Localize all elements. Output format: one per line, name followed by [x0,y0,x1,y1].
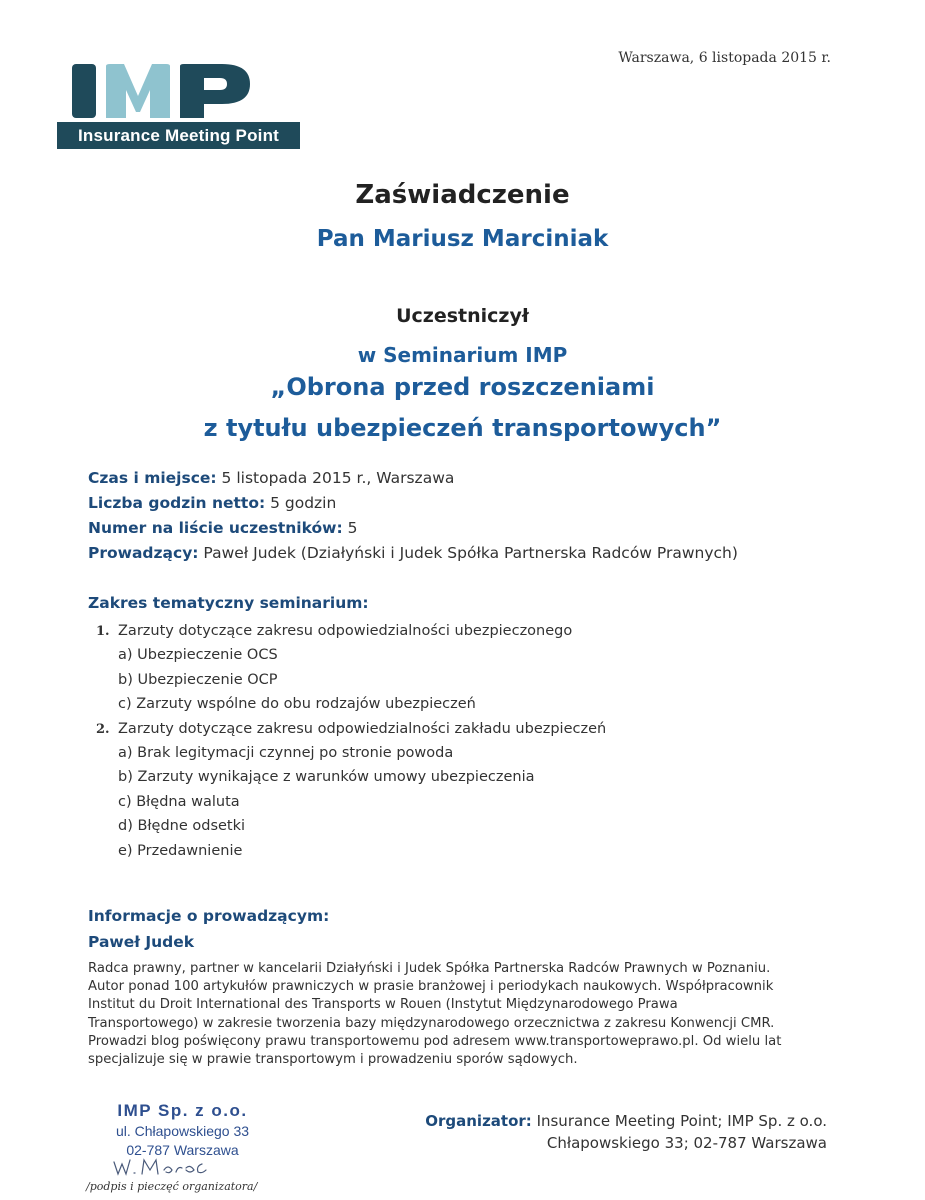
subtopic-item: b) Ubezpieczenie OCP [118,671,278,688]
imp-logo-letters [72,62,297,120]
topic-number: 1. [96,624,110,639]
topic-item [96,619,606,643]
detail-value: Paweł Judek (Działyński i Judek Spółka Partnerska Radców Prawnych) [198,544,738,562]
instructor-heading: Informacje o prowadzącym: [88,907,330,925]
topics-heading: Zakres tematyczny seminarium: [88,594,369,612]
subtopic-item: e) Przedawnienie [118,842,243,859]
organizer-info [425,1110,827,1154]
subtopic-item: a) Ubezpieczenie OCS [118,647,278,664]
topic-item [96,717,606,741]
instructor-bio [88,960,830,1069]
bio-line: Institut du Droit International des Transports w Rouen (Instytut Międzynarodowego Prawa [88,997,678,1013]
topic-text: Zarzuty dotyczące zakresu odpowiedzialności ubezpieczonego [118,623,573,639]
instructor-name: Paweł Judek [88,933,195,951]
seminar-line: w Seminarium IMP [357,343,568,367]
issue-date: Warszawa, 6 listopada 2015 r. [618,50,831,66]
logo-band-text: Insurance Meeting Point [57,122,300,149]
handwritten-signature [110,1156,220,1178]
detail-label: Numer na liście uczestników: [88,519,343,537]
stamp-city: 02-787 Warszawa [126,1142,239,1158]
seminar-details [88,466,738,566]
stamp-street: ul. Chłapowskiego 33 [115,1123,250,1139]
subtopic-item: b) Zarzuty wynikające z warunków umowy ubezpieczenia [118,769,535,786]
subtopic-item: a) Brak legitymacji czynnej po stronie powoda [118,744,454,761]
subtopic-item: d) Błędne odsetki [118,818,246,835]
company-stamp [60,1100,305,1160]
topic-text: Zarzuty dotyczące zakresu odpowiedzialności zakładu ubezpieczeń [118,720,607,737]
detail-label: Prowadzący: [88,544,199,562]
bio-line: Autor ponad 100 artykułów prawniczych w prasie branżowej i periodykach naukowych. Współpracownik [88,979,774,995]
seminar-title-line-2: z tytułu ubezpieczeń transportowych” [203,414,722,442]
topics-list [96,619,606,863]
subtopic-item: c) Zarzuty wspólne do obu rodzajów ubezpieczeń [118,696,476,713]
detail-row [88,491,738,516]
stamp-company: IMP Sp. z o.o. [117,1101,248,1120]
organizer-address: Chłapowskiego 33; 02-787 Warszawa [546,1134,827,1152]
bio-line: Prowadzi blog poświęcony prawu transportowemu pod adresem www.transportoweprawo.pl. Od wielu lat [88,1033,782,1049]
imp-logo [57,60,302,150]
participated-label: Uczestniczył [396,305,529,327]
detail-row [88,541,738,566]
bio-line: Transportowego) w zakresie tworzenia bazy międzynarodowego orzecznictwa z zakresu Konwencji CMR. [88,1015,775,1031]
bio-line: specjalizuje się w prawie transportowym i prowadzeniu sporów sądowych. [88,1052,578,1068]
organizer-value: Insurance Meeting Point; IMP Sp. z o.o. [531,1112,827,1130]
detail-label: Liczba godzin netto: [88,494,266,512]
seminar-title-line-1: „Obrona przed roszczeniami [270,373,655,401]
detail-label: Czas i miejsce: [88,469,217,487]
topic-number: 2. [96,721,110,737]
detail-value: 5 godzin [265,494,337,512]
bio-line: Radca prawny, partner w kancelarii Działyński i Judek Spółka Partnerska Radców Prawnych w Poznaniu. [88,961,771,976]
signature-caption: /podpis i pieczęć organizatora/ [86,1180,258,1193]
detail-row [88,466,738,491]
detail-row [88,516,738,541]
detail-value: 5 listopada 2015 r., Warszawa [216,469,455,487]
organizer-label: Organizator: [425,1112,532,1130]
participant-name: Pan Mariusz Marciniak [316,226,609,252]
subtopic-item: c) Błędna waluta [118,793,240,810]
organizer-line [425,1110,827,1132]
detail-value: 5 [342,519,358,537]
certificate-title: Zaświadczenie [355,180,570,210]
